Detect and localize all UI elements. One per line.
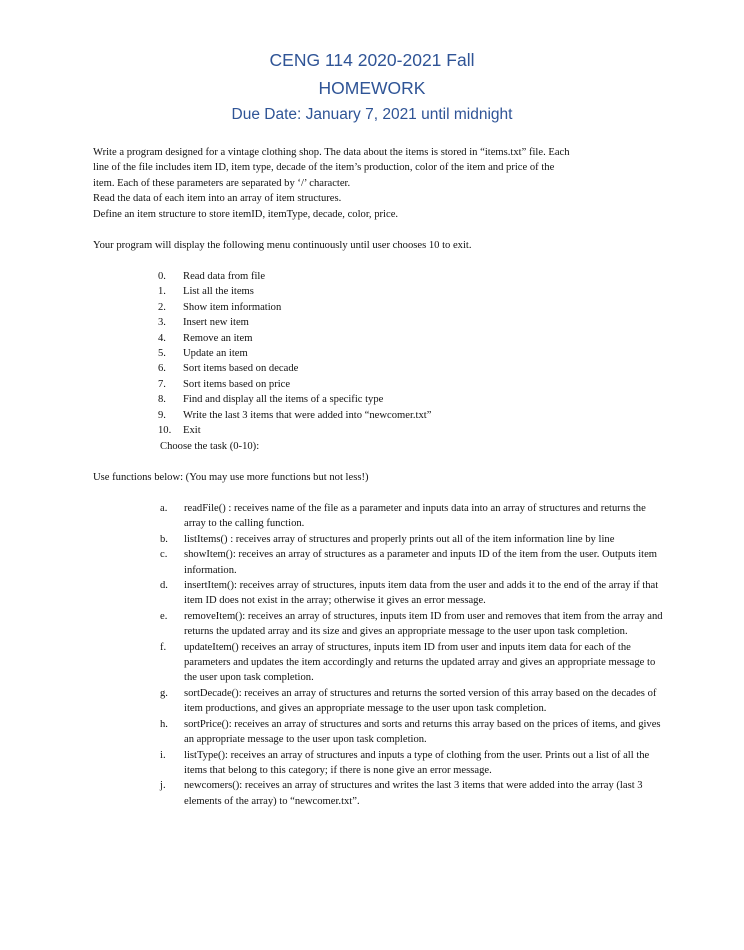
menu-item: [158, 315, 431, 330]
menu-item-number: 3.: [158, 317, 166, 329]
intro-line: line of the file includes item ID, item type, decade of the item’s production, color of the item and price of the: [93, 162, 555, 174]
function-text: insertItem(): receives array of structures, inputs item data from the user and adds it to the end of the array if that item ID does not exist in the array; otherwise it gives an error message.: [184, 580, 659, 607]
function-text: readFile() : receives name of the file as a parameter and inputs data into an array of structures and returns the array to the calling function.: [184, 503, 646, 530]
function-text: newcomers(): receives an array of structures and writes the last 3 items that were added into the array (last 3 elements of the array) to “newcomer.txt”.: [184, 780, 643, 807]
menu-item-number: 7.: [158, 378, 166, 390]
function-text: sortDecade(): receives an array of structures and returns the sorted version of this array based on the decades of item productions, and gives an appropriate message to the user upon task completion.: [184, 687, 657, 715]
intro-paragraph: [93, 145, 668, 222]
menu-item-label: Write the last 3 items that were added into “newcomer.txt”: [183, 409, 432, 421]
function-item: [160, 640, 670, 686]
menu-item: [158, 423, 431, 438]
function-item: [160, 609, 670, 640]
function-letter: b.: [160, 533, 168, 545]
menu-item-label: Update an item: [183, 347, 248, 359]
menu-item-label: Remove an item: [183, 332, 253, 344]
menu-item-label: Show item information: [183, 301, 282, 313]
menu-item-number: 9.: [158, 409, 166, 421]
function-letter: d.: [160, 580, 168, 592]
due-date: Due Date: January 7, 2021 until midnight: [231, 106, 513, 123]
function-letter: f.: [160, 641, 167, 653]
function-item: [160, 686, 670, 717]
menu-item-number: 1.: [158, 286, 166, 298]
function-letter: g.: [160, 687, 168, 699]
menu-item-number: 5.: [158, 347, 166, 359]
function-item: [160, 717, 670, 748]
menu-item-number: 4.: [158, 332, 166, 344]
menu-item-label: Sort items based on decade: [183, 363, 299, 375]
function-item: [160, 532, 670, 547]
function-text: listType(): receives an array of structures and inputs a type of clothing from the user. Prints out a list of all the items that belong to this category; if there is none give an error message.: [184, 749, 650, 776]
function-letter: h.: [160, 718, 168, 730]
intro-line: item. Each of these parameters are separated by ‘/’ character.: [93, 177, 351, 189]
menu-item-label: Find and display all the items of a specific type: [183, 394, 384, 406]
menu-item: [158, 331, 431, 346]
intro-line: Read the data of each item into an array of item structures.: [93, 193, 342, 205]
menu-item-label: Read data from file: [183, 271, 266, 282]
choose-task-prompt: Choose the task (0-10):: [160, 441, 260, 452]
menu-item-label: Exit: [183, 424, 201, 436]
intro-line: Write a program designed for a vintage clothing shop. The data about the items is stored in “items.txt” file. Each: [93, 147, 570, 158]
function-letter: c.: [160, 549, 168, 561]
function-item: [160, 778, 670, 809]
menu-item-number: 10.: [158, 424, 172, 436]
menu-item: [158, 408, 431, 423]
menu-item: [158, 300, 431, 315]
functions-intro: Use functions below: (You may use more functions but not less!): [93, 472, 369, 483]
menu-list: [158, 269, 431, 438]
menu-item-label: Insert new item: [183, 317, 249, 329]
intro-line: Define an item structure to store itemID, itemType, decade, color, price.: [93, 208, 399, 220]
menu-item-number: 8.: [158, 394, 166, 406]
function-letter: a.: [160, 503, 168, 514]
menu-item: [158, 361, 431, 376]
homework-title: HOMEWORK: [318, 78, 426, 98]
function-item: [160, 547, 670, 578]
function-text: removeItem(): receives an array of structures, inputs item ID from user and removes that item from the array and returns the updated array and its size and gives an appropriate message to the user upon task completion.: [184, 610, 663, 638]
function-letter: j.: [160, 780, 166, 792]
menu-item: [158, 346, 431, 361]
menu-item: [158, 284, 431, 299]
function-item: [160, 501, 670, 532]
menu-item-number: 2.: [158, 301, 166, 313]
menu-item: [158, 392, 431, 407]
function-text: sortPrice(): receives an array of structures and sorts and returns this array based on the prices of items, and gives an appropriate message to the user upon task completion.: [184, 718, 661, 746]
menu-item: [158, 269, 431, 284]
menu-item: [158, 377, 431, 392]
functions-list: [160, 501, 670, 809]
function-letter: e.: [160, 610, 168, 622]
menu-item-number: 6.: [158, 363, 166, 375]
function-item: [160, 578, 670, 609]
function-text: listItems() : receives array of structures and properly prints out all of the item information line by line: [184, 533, 615, 545]
function-text: updateItem() receives an array of structures, inputs item ID from user and inputs item data for each of the parameters and updates the item accordingly and returns the updated array and gives an appropriate message to the user upon task completion.: [184, 641, 656, 684]
function-letter: i.: [160, 749, 166, 761]
function-text: showItem(): receives an array of structures as a parameter and inputs ID of the item from the user. Outputs item information.: [184, 549, 658, 576]
function-item: [160, 748, 670, 779]
menu-intro: Your program will display the following menu continuously until user chooses 10 to exit.: [93, 240, 472, 251]
menu-item-label: Sort items based on price: [183, 378, 291, 390]
course-title: CENG 114 2020-2021 Fall: [269, 50, 475, 70]
menu-item-number: 0.: [158, 271, 166, 282]
menu-item-label: List all the items: [183, 286, 254, 298]
